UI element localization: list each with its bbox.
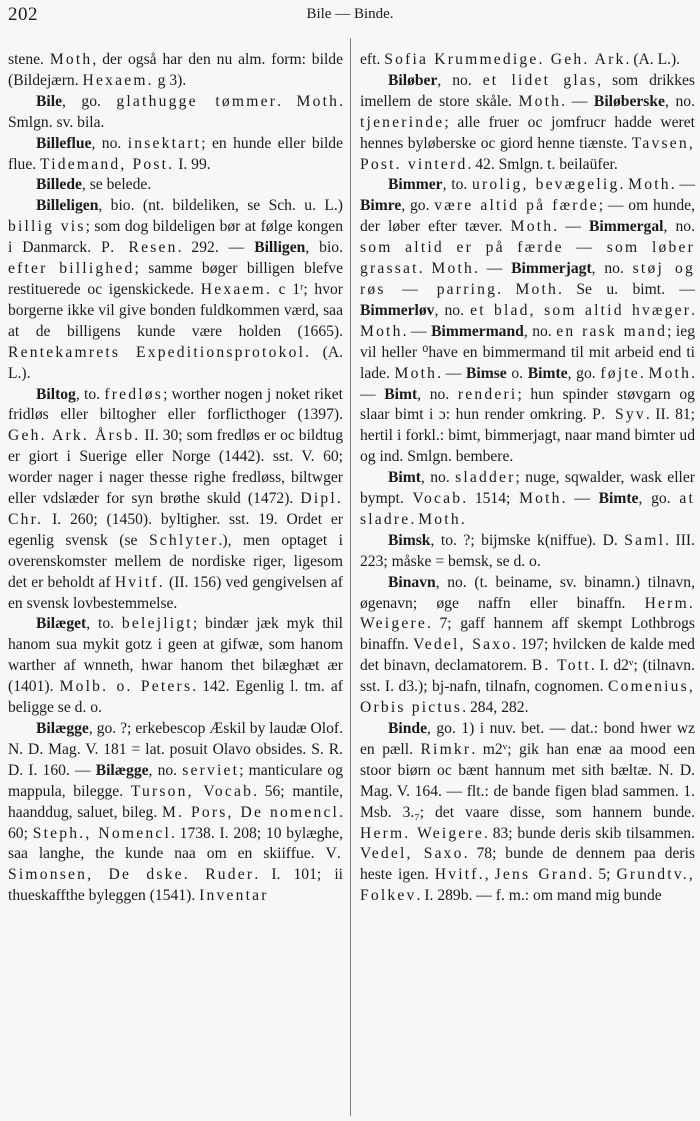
spaced-text: P. Resen <box>101 239 178 257</box>
spaced-text: serviet <box>182 761 240 779</box>
headword: Bimt <box>384 385 418 403</box>
headword: Bile <box>36 92 62 110</box>
dictionary-entry <box>360 719 695 907</box>
spaced-text: Moth <box>515 280 559 298</box>
spaced-text: støj og røs — parring <box>360 260 695 298</box>
entry-text: , no. <box>664 92 695 110</box>
spaced-text: som altid er på færde — som løber grassat <box>360 239 695 278</box>
spaced-text: Schlyter <box>148 531 219 549</box>
entry-text: , som drikkes imellem de store skåle. <box>360 71 695 110</box>
spaced-text: Vedel, Saxo <box>360 845 464 863</box>
dictionary-entry <box>8 175 343 196</box>
dictionary-entry <box>8 92 343 134</box>
entry-text: . <box>691 301 695 319</box>
spaced-text: Moth <box>49 51 93 68</box>
entry-text: stene. <box>8 51 50 68</box>
spaced-text: at sladre <box>360 490 696 528</box>
spaced-text: Moth <box>431 260 474 278</box>
entry-text: . <box>418 260 432 278</box>
entry-text: . (A. L.). <box>8 343 343 382</box>
spaced-text: belejligt <box>121 615 193 633</box>
headword: Billigen <box>254 239 306 257</box>
spaced-text: Geh. Ark. Årsb. <box>8 427 141 445</box>
entry-text: g 3). <box>153 71 187 89</box>
entry-text: c 1ʳ; hvor borgerne ikke vil give bonden fuldkommen værd, saa at de billigens kunde være holden (1665). <box>8 280 343 340</box>
entry-text: . — <box>437 364 466 382</box>
spaced-text: V. Simonsen, De dske. Ruder <box>8 845 343 884</box>
entry-text: , no. <box>148 761 183 779</box>
headword: Bilægge <box>36 720 89 737</box>
entry-text: , to. <box>442 176 473 194</box>
spaced-text: Moth <box>394 364 438 382</box>
entry-text: , no. <box>663 218 695 236</box>
dictionary-entry <box>8 385 343 615</box>
headword: Billeflue <box>36 134 92 152</box>
dictionary-entry <box>360 50 695 71</box>
headword: Biløberske <box>593 92 665 110</box>
entry-text: ; nuge, sqwalder, wask eller bympt. <box>360 469 695 508</box>
dictionary-entry <box>8 134 343 176</box>
entry-text: . I. 289b. — f. m.: om mand mig bunde <box>416 887 662 905</box>
spaced-text: Moth <box>418 510 461 528</box>
dictionary-entry <box>360 71 695 176</box>
spaced-text: Saml <box>624 531 666 549</box>
spaced-text: Vedel, Saxo <box>413 636 513 654</box>
entry-text: , no. (t. beiname, sv. binamn.) tilnavn, øgenavn; øge naffn eller binaffn. <box>360 573 695 612</box>
spaced-text: insektart <box>127 134 202 152</box>
spaced-text: fredløs <box>104 385 164 403</box>
entry-text: . I. 101; ii thueskaffthe byleggen (1541). <box>8 866 344 905</box>
entry-text: . — <box>561 490 599 508</box>
entry-text: , no. <box>434 301 471 319</box>
spaced-text: P. Syv <box>592 406 646 424</box>
headword: Bimte <box>527 364 568 382</box>
headword: Bilæget <box>36 615 87 633</box>
entry-text: ; bindær jæk myk thil hanom sua mykit gotz i geen at gifwæ, som hanom warther af wnneth, hwar hanom thet bilæghæt ær (1401). <box>8 615 343 696</box>
entry-text: . II. 81; hertil i forkl.: bimt, bimmerjagt, naar mand bimter ud og ind. Smlgn. bembere. <box>360 406 695 466</box>
dictionary-entry <box>360 175 695 468</box>
spaced-text: føjte <box>600 364 640 382</box>
headword: Biltog <box>36 385 76 403</box>
entry-text: . 1514; <box>462 490 520 508</box>
entry-text: . Se u. bimt. — <box>558 280 695 298</box>
entry-text: , se belede. <box>81 176 152 194</box>
entry-text: . 142. Egenlig l. tm. af beligge se d. o. <box>8 678 344 717</box>
entry-text: , der også har den nu alm. form: bilde (Bildejærn. <box>8 51 343 89</box>
spaced-text: Moth <box>648 364 692 382</box>
spaced-text: Turson, Vocab <box>130 782 254 800</box>
entry-text: ; ieg vil heller ⁰have en bimmermand til mit arbeid end ti lade. <box>360 322 695 382</box>
spaced-text: Moth <box>296 92 340 110</box>
entry-text: , go. <box>62 92 117 110</box>
entry-text: . <box>410 510 419 528</box>
spaced-text: tjenerinde <box>360 113 445 131</box>
entry-text: . — <box>553 218 589 236</box>
entry-text: ; manticulare og mappula, bilegge. <box>8 761 343 800</box>
entry-text: . III. 223; måske = bemsk, se d. o. <box>360 531 696 570</box>
entry-text: . <box>277 92 297 110</box>
entry-text: . 56; mantile, haanddug, saluet, bileg. <box>8 782 343 821</box>
entry-text: , to. ?; bijmske k(niffue). D. <box>430 531 625 549</box>
entry-text: , <box>484 866 495 884</box>
entry-text: ; som dog bildeligen bør at følge kongen i Danmarck. <box>8 218 343 257</box>
entry-text: ; alle fruer oc jomfrucr hadde weret hennes byløberske oc giord henne tiænste. <box>360 113 695 152</box>
spaced-text: Grundtv., Folkev <box>360 866 695 905</box>
headword: Bimmer <box>388 176 443 194</box>
headword: Bimmerjagt <box>511 260 592 278</box>
entry-text: , go. <box>401 197 435 215</box>
entry-text: . <box>639 364 649 382</box>
spaced-text: et blad, som altid hvæger <box>470 301 692 319</box>
entry-text: ; en hunde eller bilde flue. <box>8 134 343 173</box>
spaced-text: Dipl. Chr. <box>8 490 343 528</box>
entry-text: I. 99. <box>174 155 211 173</box>
entry-text: . 78; bunde de dennem paa deris heste igen. <box>360 845 695 884</box>
entry-text: , to. <box>86 615 122 633</box>
entry-text: . 5; <box>588 866 617 884</box>
spaced-text: Tavsen, Post. vinterd <box>360 134 695 173</box>
headword: Bimsk <box>388 531 431 549</box>
spaced-text: et lidet glas <box>482 71 598 89</box>
spaced-text: glathugge tømmer <box>116 92 278 110</box>
entry-text: (II. 156) ved gengivelsen af en svensk lovbestemmelse. <box>8 573 343 612</box>
spaced-text: Tidemand, Post. <box>40 155 175 173</box>
entry-text: . <box>619 176 629 194</box>
spaced-text: Vocab <box>412 490 463 508</box>
entry-text: , bio. (nt. bildeliken, se Sch. u. L.) <box>98 197 343 215</box>
spaced-text: Steph., Nomencl <box>32 824 171 842</box>
spaced-text: Moth <box>510 218 554 236</box>
entry-text: . <box>460 510 465 528</box>
dictionary-entry <box>8 614 343 719</box>
entry-text: , to. <box>75 385 105 403</box>
entry-text: . 42. Smlgn. t. beilaüfer. <box>467 155 618 173</box>
dictionary-entry <box>360 531 695 573</box>
spaced-text: urolig, bevægelig <box>472 176 620 194</box>
spaced-text: Hvitf. <box>434 866 485 884</box>
headword: Bimmerløv <box>360 301 435 319</box>
left-column <box>8 50 343 907</box>
entry-text: I. 260; (1450). byltigher. sst. 19. Ordet er egenlig svensk (se <box>8 510 343 549</box>
spaced-text: Jens Grand <box>494 866 589 884</box>
headword: Bimte <box>598 490 639 508</box>
entry-text: . — <box>360 364 695 403</box>
spaced-text: Hexaem. <box>82 71 154 89</box>
spaced-text: sladder <box>455 469 516 487</box>
entry-text: .), men optaget i overenskomster mellem de nordiske riger, ligesom det er beholdt af <box>8 531 343 591</box>
spaced-text: Sofia Krummedige. Geh. Ark <box>384 51 626 68</box>
headword: Bilægge <box>95 761 149 779</box>
entry-text: , no. <box>417 385 458 403</box>
headword: Bimre <box>360 197 402 215</box>
entry-text: . 83; bunde deris skib tilsammen. <box>484 824 695 842</box>
entry-text: ; hun spinder støvgarn og slaar bimt i ɔ: hun render omkring. <box>360 385 695 424</box>
spaced-text: være altid på færde <box>434 197 599 215</box>
spaced-text: M. Pors, De nomencl <box>161 803 340 821</box>
entry-text: . — <box>561 92 594 110</box>
spaced-text: Moth <box>519 490 562 508</box>
headword: Bimse <box>465 364 507 382</box>
entry-text: . 292. — <box>177 239 255 257</box>
entry-text: , no. <box>420 469 456 487</box>
spaced-text: Hexaem. <box>200 280 272 298</box>
spaced-text: Moth <box>628 176 671 194</box>
entry-text: II. 30; som fredløs er oc bildtug er giort i Suerige eller Norge (1442). sst. V. 60; worder nager i nager thesse righe fredløss, biltwger eller vdslæder for syn brøthe skuld (1472). <box>8 427 343 508</box>
entry-text: , bio. <box>305 239 343 257</box>
entry-text: , no. <box>437 71 483 89</box>
dictionary-entry <box>8 719 343 907</box>
headword: Bimmermand <box>431 322 524 340</box>
right-column <box>360 50 695 907</box>
entry-text: , go. 1) i nuv. bet. — dat.: bond hwer wz en pæll. <box>360 720 695 758</box>
entry-text: . m2ᵛ; gik han enæ aa mood een stoor biørn oc bænt hannum met sith bæltæ. N. D. Mag. V. 164. — flt.: de bande figen blad sammen. 1. Msb. 3.₇; det vaare disse, som hannem bunde. <box>360 740 695 821</box>
spaced-text: Rentekamrets Expeditionsprotokol <box>8 343 306 361</box>
dictionary-entry <box>360 573 695 719</box>
entry-text: . 284, 282. <box>462 699 529 717</box>
headword: Biløber <box>388 71 438 89</box>
entry-text: , no. <box>591 260 633 278</box>
running-head: Bile — Binde. <box>306 6 394 22</box>
dictionary-entry <box>360 468 695 531</box>
column-divider <box>350 38 351 1116</box>
spaced-text: billig vis <box>8 218 86 236</box>
headword: Bimt <box>388 469 421 487</box>
spaced-text: B. Tott <box>531 657 591 675</box>
entry-text: , go. <box>567 364 601 382</box>
entry-text: . — <box>402 322 432 340</box>
entry-text: o. <box>506 364 528 382</box>
spaced-text: renderi <box>457 385 518 403</box>
spaced-text: efter billighed <box>8 260 135 278</box>
page-header <box>8 4 692 32</box>
entry-text: . 60; <box>8 803 343 842</box>
entry-text: . (A. L.). <box>625 51 681 68</box>
entry-text: . 7; gaff hannem aff skempt Lothbrogs binaffn. <box>360 615 695 654</box>
spaced-text: Herm. Weigere <box>360 824 485 842</box>
entry-text: . I. d2ᵛ; (tilnavn. sst. I. d3.); bj-nafn, tilnafn, cognomen. <box>360 657 695 696</box>
entry-text: . 197; hvilcken de kalde med det binavn, declamatorem. <box>360 636 695 675</box>
headword: Billeligen <box>36 197 99 215</box>
entry-text: ; worther nogen j noket riket fridløs eller biltogher eller forflicthoger (1397). <box>8 385 343 424</box>
entry-text: . 1738. I. 208; 10 bylæghe, saa langhe, the kunde naa om en skiiffue. <box>8 824 344 863</box>
entry-text: , go. <box>638 490 680 508</box>
headword: Bimmergal <box>589 218 664 236</box>
spaced-text: Hvitf. <box>114 573 165 591</box>
spaced-text: Herm. Weigere <box>360 594 695 633</box>
spaced-text: Comenius, Orbis pictus <box>360 678 695 717</box>
spaced-text: Moth <box>360 322 403 340</box>
entry-text: . <box>497 280 516 298</box>
headword: Binavn <box>388 573 436 591</box>
spaced-text: Moth <box>518 92 562 110</box>
entry-text: . — <box>670 176 695 194</box>
entry-text: , no. <box>523 322 557 340</box>
spaced-text: Rimkr <box>420 740 472 758</box>
spaced-text: Inventar <box>199 887 269 905</box>
spaced-text: en rask mand <box>556 322 668 340</box>
entry-text: . Smlgn. sv. bila. <box>8 92 344 131</box>
headword: Billede <box>36 176 82 194</box>
page-number: 202 <box>8 4 38 25</box>
entry-text: eft. <box>360 51 385 68</box>
entry-text: ; — om hunde, der løber efter tæver. <box>360 197 696 236</box>
dictionary-entry <box>8 196 343 384</box>
entry-text: . — <box>474 260 512 278</box>
entry-text: , go. ?; erkebescop Æskil by laudæ Olof. N. D. Mag. V. 181 = lat. posuit Olavo obsides. S. R. D. I. 160. — <box>8 720 343 779</box>
spaced-text: Molb. o. Peters <box>59 678 193 696</box>
headword: Binde <box>388 720 427 737</box>
dictionary-entry <box>8 50 343 92</box>
entry-text: ; samme bøger billigen blefve restituerede oc igenskickede. <box>8 260 343 298</box>
entry-text: , no. <box>91 134 128 152</box>
